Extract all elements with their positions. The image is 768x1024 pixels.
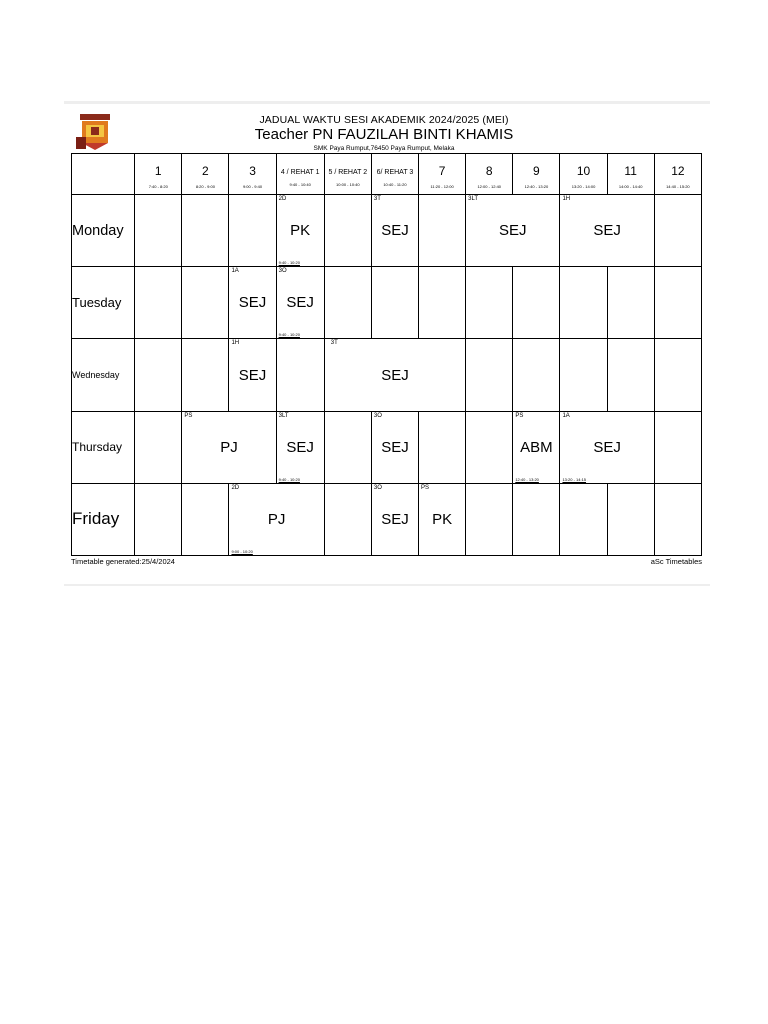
day-label: Tuesday (72, 267, 135, 339)
period-number: 1 (154, 163, 162, 178)
period-number: 2 (202, 163, 209, 178)
subject-code: PJ (220, 438, 238, 456)
empty-cell (371, 267, 418, 339)
lesson-cell[interactable] (513, 411, 560, 483)
class-code: 3O (373, 412, 382, 419)
lesson-cell[interactable] (229, 483, 324, 555)
period-time: 11:20 - 12:00 (430, 183, 454, 189)
timetable-session-title: JADUAL WAKTU SESI AKADEMIK 2024/2025 (MEI) (259, 114, 509, 126)
class-code: 3O (278, 268, 287, 275)
lesson-cell[interactable] (466, 195, 560, 267)
period-number: 8 (485, 163, 493, 178)
class-code: 2D (278, 196, 287, 203)
subject-code: ABM (520, 438, 553, 456)
empty-cell (135, 195, 182, 267)
day-row-wednesday (72, 339, 702, 411)
day-row-friday (72, 483, 702, 555)
lesson-cell[interactable] (276, 267, 324, 339)
class-code: 3LT (468, 196, 479, 203)
empty-cell (466, 339, 513, 411)
subject-code: SEJ (286, 438, 314, 456)
period-time: 14:00 - 14:40 (618, 183, 643, 189)
empty-cell (229, 195, 276, 267)
empty-cell (419, 195, 466, 267)
empty-cell (607, 267, 654, 339)
period-time: 12:00 - 12:40 (477, 183, 502, 189)
subject-code: PJ (267, 510, 286, 528)
period-header-row (72, 154, 702, 195)
empty-cell (513, 483, 560, 555)
empty-cell (654, 195, 701, 267)
class-code: 3O (373, 484, 382, 491)
period-time: 9:00 - 9:40 (242, 183, 263, 189)
class-code: 3T (373, 196, 381, 203)
empty-cell (560, 483, 607, 555)
empty-cell (654, 411, 701, 483)
empty-cell (182, 339, 229, 411)
lesson-time: 12:40 - 13:20 (515, 476, 539, 482)
lesson-cell[interactable] (560, 195, 654, 267)
empty-cell (466, 267, 513, 339)
day-row-monday (72, 195, 702, 267)
generated-date: Timetable generated:25/4/2024 (71, 557, 175, 566)
empty-cell (654, 267, 701, 339)
lesson-cell[interactable] (276, 195, 324, 267)
empty-cell (560, 267, 607, 339)
period-time: 12:40 - 13:20 (524, 183, 549, 189)
lesson-cell[interactable] (182, 411, 276, 483)
empty-cell (513, 267, 560, 339)
class-code: 1A (231, 268, 239, 275)
timetable-grid (71, 153, 702, 556)
empty-cell (324, 411, 371, 483)
empty-cell (607, 339, 654, 411)
day-label: Monday (72, 195, 135, 267)
period-header (135, 154, 182, 195)
subject-code: SEJ (381, 222, 409, 240)
period-header (654, 154, 701, 195)
empty-cell (419, 411, 466, 483)
empty-cell (513, 339, 560, 411)
day-row-thursday (72, 411, 702, 483)
class-code: PS (515, 412, 524, 419)
period-time: 10:00 - 10:40 (336, 182, 360, 188)
generator-brand: aSc Timetables (650, 557, 702, 566)
empty-cell (135, 339, 182, 411)
lesson-cell[interactable] (276, 411, 324, 483)
period-header (607, 154, 654, 195)
lesson-cell[interactable] (560, 411, 654, 483)
empty-cell (654, 339, 701, 411)
empty-cell (276, 339, 324, 411)
period-header (182, 154, 229, 195)
lesson-time: 13:20 - 14:15 (562, 476, 587, 482)
subject-code: SEJ (499, 222, 527, 240)
subject-code: SEJ (593, 222, 621, 240)
teacher-name: Teacher PN FAUZILAH BINTI KHAMIS (254, 126, 514, 143)
empty-cell (466, 411, 513, 483)
lesson-time: 9:40 - 10:20 (278, 332, 300, 338)
empty-cell (182, 483, 229, 555)
period-number: 9 (533, 163, 540, 178)
period-time: 7:40 - 8:20 (148, 183, 168, 189)
empty-cell (135, 411, 182, 483)
period-number: 3 (249, 163, 256, 178)
subject-code: SEJ (593, 438, 621, 456)
empty-cell (654, 483, 701, 555)
period-time: 13:20 - 14:00 (571, 183, 596, 189)
period-header (419, 154, 466, 195)
period-header (466, 154, 513, 195)
lesson-time: 9:00 - 10:20 (231, 549, 253, 554)
lesson-cell[interactable] (324, 339, 465, 411)
period-time: 10:40 - 11:20 (383, 182, 407, 188)
empty-cell (419, 267, 466, 339)
empty-cell (135, 483, 182, 555)
corner-cell (72, 154, 135, 195)
class-code: 3LT (278, 412, 289, 419)
day-label: Friday (72, 483, 135, 555)
empty-cell (607, 483, 654, 555)
day-label: Thursday (72, 411, 135, 483)
class-code: 1H (562, 196, 571, 203)
period-number: 10 (576, 163, 591, 178)
period-number: 6/ REHAT 3 (376, 169, 414, 177)
lesson-cell[interactable] (371, 195, 418, 267)
lesson-time: 9:40 - 10:20 (278, 260, 300, 266)
empty-cell (466, 483, 513, 555)
period-header (371, 154, 418, 195)
period-number: 4 / REHAT 1 (280, 169, 320, 177)
class-code: PS (184, 412, 193, 419)
empty-cell (324, 483, 371, 555)
subject-code: SEJ (381, 510, 409, 528)
class-code: 1H (231, 340, 240, 347)
period-number: 5 / REHAT 2 (328, 169, 368, 177)
class-code: PS (421, 484, 430, 491)
period-time: 14:40 - 15:20 (666, 183, 690, 189)
class-code: 1A (562, 412, 570, 419)
empty-cell (182, 267, 229, 339)
day-label: Wednesday (72, 339, 135, 411)
subject-code: SEJ (381, 438, 409, 456)
subject-code: SEJ (238, 366, 267, 384)
lesson-time: 9:40 - 10:20 (278, 476, 300, 482)
period-time: 9:40 - 10:40 (289, 182, 311, 188)
period-number: 12 (671, 163, 685, 178)
period-header (513, 154, 560, 195)
subject-code: SEJ (381, 366, 409, 384)
subject-code: PK (290, 222, 311, 240)
subject-code: SEJ (238, 294, 267, 312)
subject-code: SEJ (286, 294, 314, 312)
period-number: 7 (438, 163, 446, 178)
empty-cell (135, 267, 182, 339)
period-time: 8:20 - 9:00 (195, 183, 215, 189)
lesson-cell[interactable] (229, 339, 276, 411)
lesson-cell[interactable] (419, 483, 466, 555)
empty-cell (560, 339, 607, 411)
empty-cell (324, 195, 371, 267)
class-code: 3T (330, 340, 338, 347)
period-number: 11 (624, 163, 637, 178)
period-header (229, 154, 276, 195)
period-header (324, 154, 371, 195)
lesson-cell[interactable] (371, 411, 418, 483)
empty-cell (182, 195, 229, 267)
day-row-tuesday (72, 267, 702, 339)
period-header (276, 154, 324, 195)
subject-code: PK (432, 510, 453, 528)
class-code: 2D (231, 484, 240, 491)
empty-cell (324, 267, 371, 339)
lesson-cell[interactable] (371, 483, 418, 555)
school-address: SMK Paya Rumput,76450 Paya Rumput, Melaka (313, 145, 455, 152)
period-header (560, 154, 607, 195)
lesson-cell[interactable] (229, 267, 276, 339)
